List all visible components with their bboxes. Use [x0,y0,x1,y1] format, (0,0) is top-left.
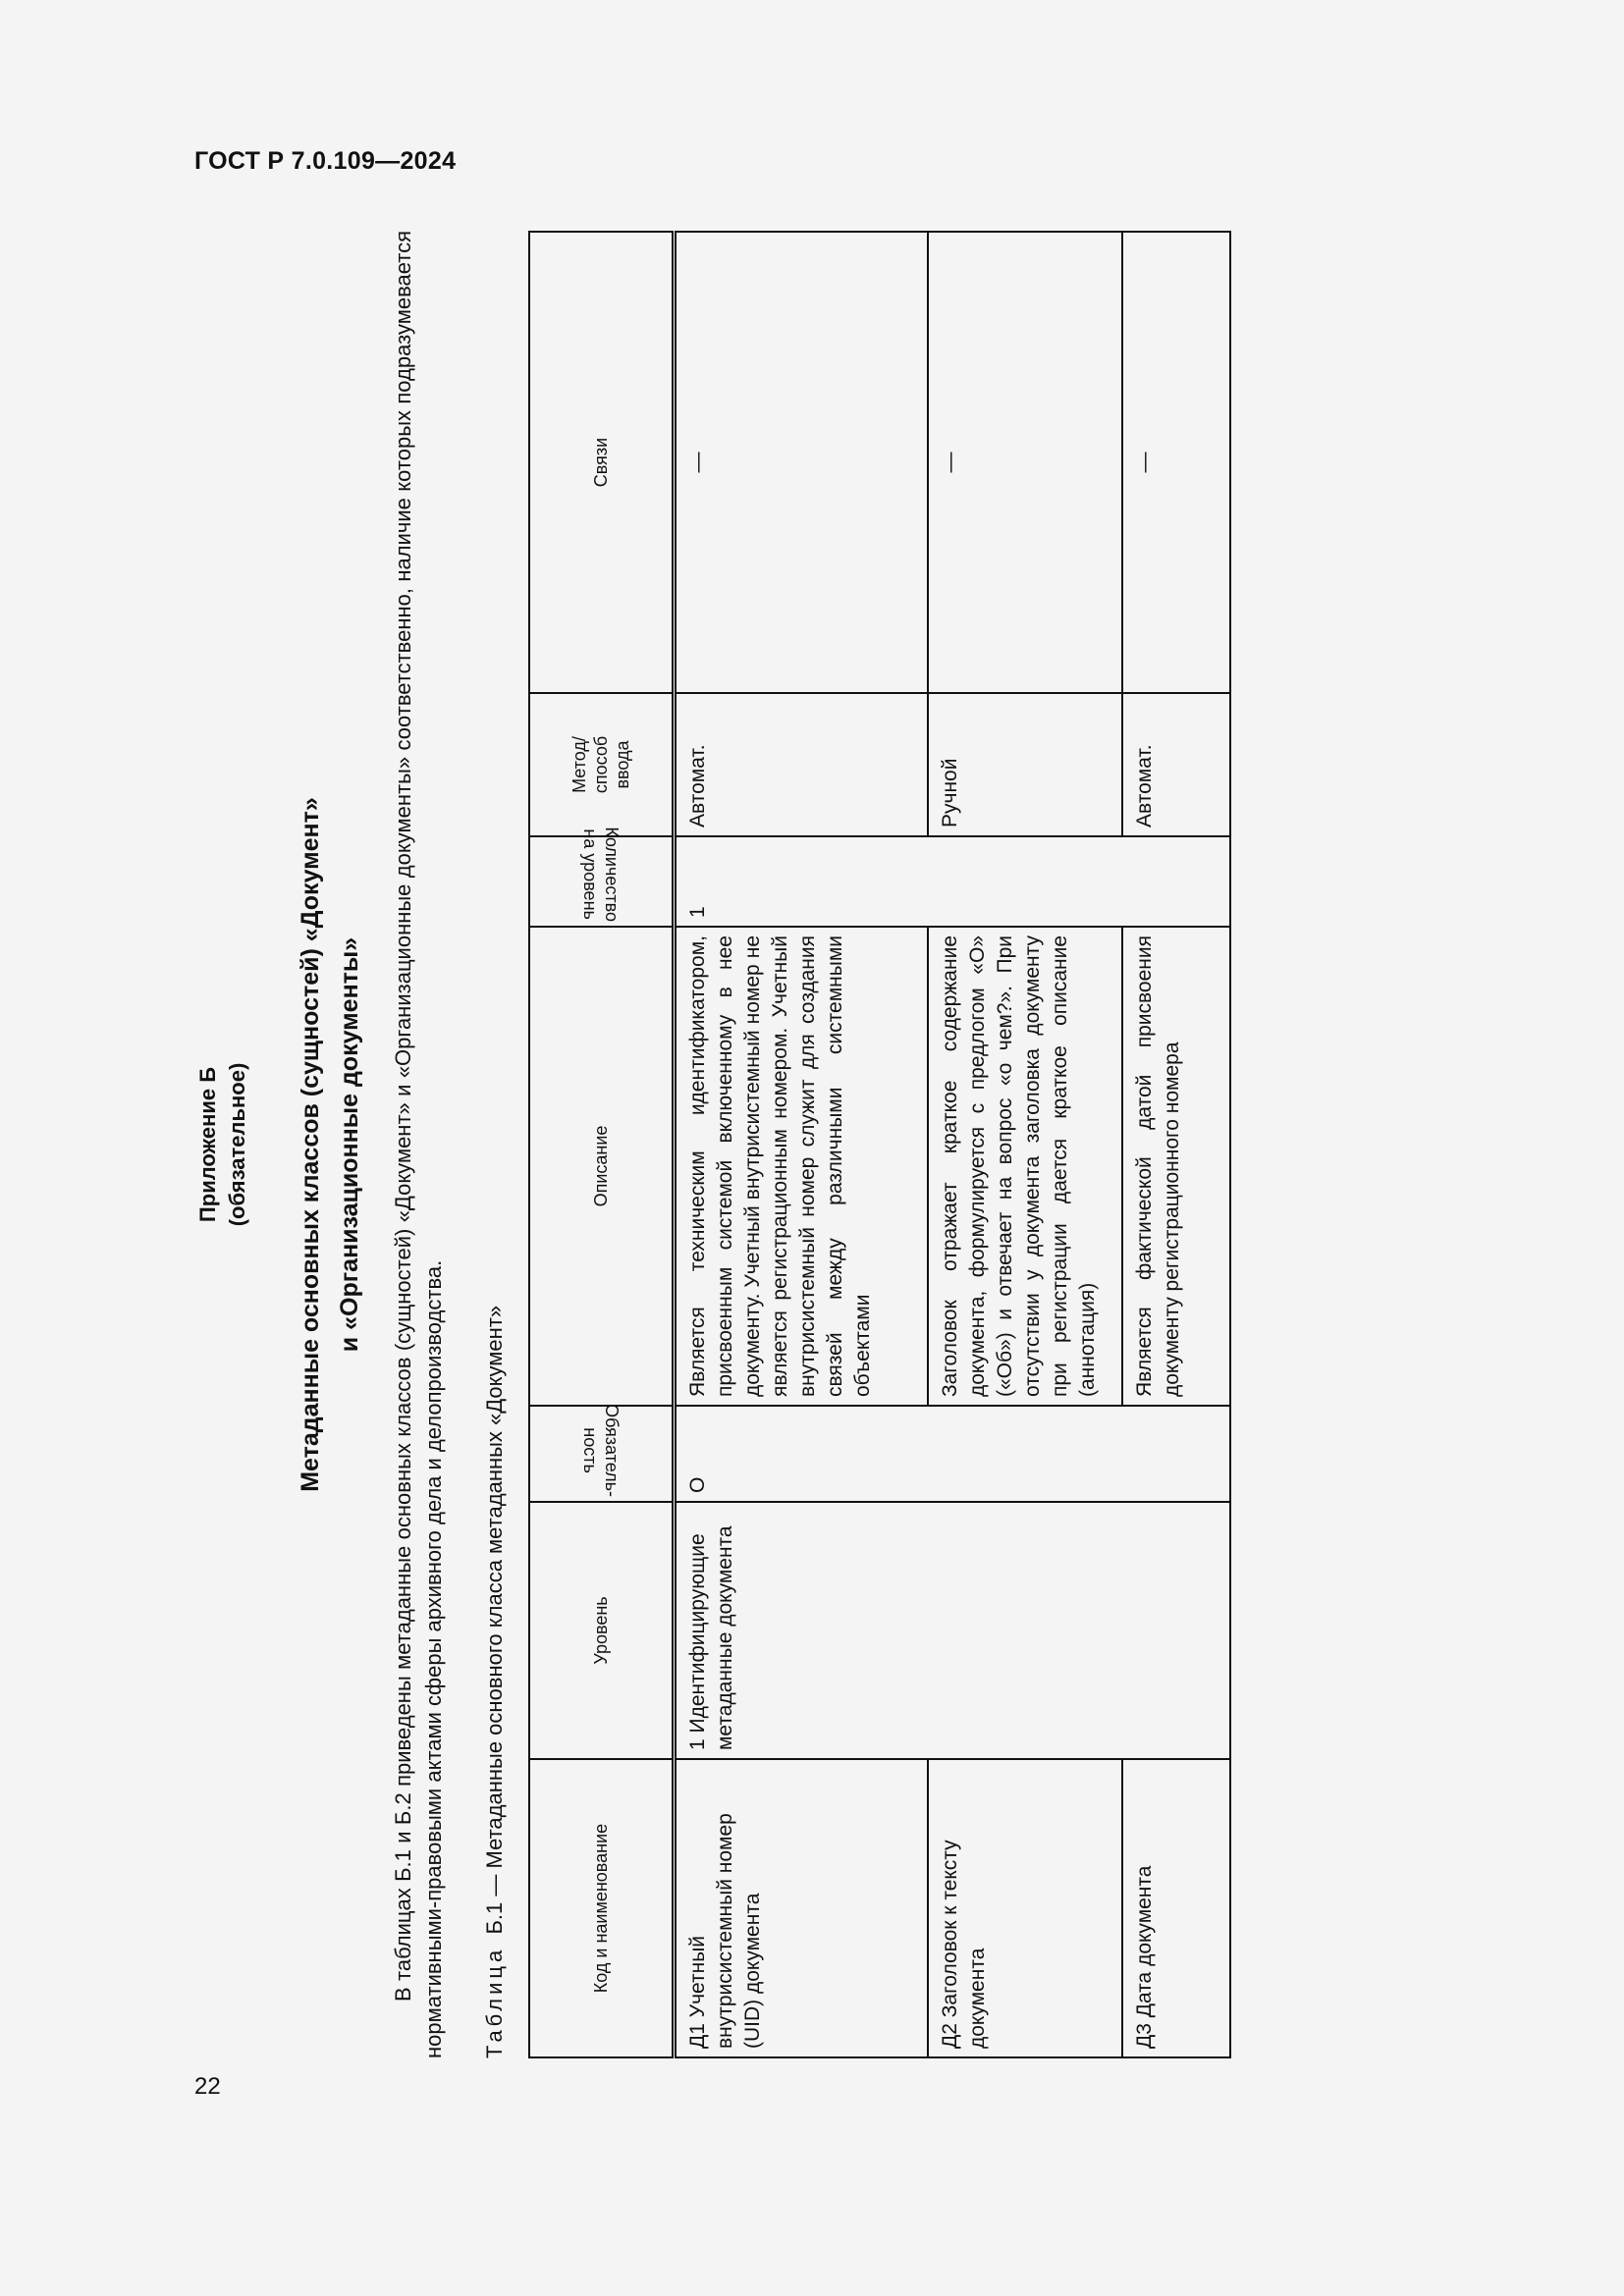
header-count-line-1: Количество [602,827,622,922]
header-count-line-2: на уровень [580,828,600,920]
header-method-line-3: ввода [613,740,632,789]
main-title-line-1: Метаданные основных классов (сущностей) «Документ» [297,797,324,1492]
main-title-line-2: и «Организационные документы» [336,936,363,1353]
row-level: 1 Идентифицирующие метаданные документа [675,1502,1230,1759]
main-title [291,231,369,2058]
row-links: — [928,232,1122,693]
header-count [529,827,675,927]
row-method: Автомат. [675,693,928,836]
header-method-line-1: Метод/ [569,736,589,793]
row-method: Автомат. [1122,693,1230,836]
row-links: — [1122,232,1230,693]
table-caption-text: Б.1 — Метаданные основного класса метаданных «Документ» [482,1305,507,1935]
header-method-line-2: способ [591,735,611,794]
header-obligation-line-1: Обязатель- [602,1404,622,1497]
document-header: ГОСТ Р 7.0.109—2024 [194,147,457,175]
table-caption [480,1306,510,2058]
row-method: Ручной [928,693,1122,836]
header-obligation-text [579,1404,623,1497]
appendix-status: (обязательное) [225,1062,249,1227]
row-code: Д3 Дата документа [1122,1759,1230,2057]
header-description: Описание [529,927,675,1406]
table-row [1122,232,1230,2057]
table-row [675,232,928,2057]
row-description: Заголовок отражает краткое содержание документа, формулируется с предлогом «О» («Об») и отвечает на вопрос «о чем?». При отсутствии у документа заголовка документу при регистрации дается краткое описание (аннотация) [928,927,1122,1406]
row-code: Д2 Заголовок к тексту документа [928,1759,1122,2057]
header-level: Уровень [529,1502,675,1759]
header-links: Связи [529,232,675,693]
row-links: — [675,232,928,693]
header-count-text [579,827,623,922]
appendix-title: Приложение Б [195,1066,220,1223]
row-count: 1 [675,836,1230,927]
header-code: Код и наименование [529,1759,675,2057]
row-obligation: О [675,1406,1230,1502]
table-header-row [529,232,675,2057]
header-obligation [529,1406,675,1502]
table-row [928,232,1122,2057]
row-description: Является фактической датой присвоения документу регистрационного номера [1122,927,1230,1406]
rotated-content [194,231,1245,2058]
intro-paragraph: В таблицах Б.1 и Б.2 приведены метаданные основных классов (сущностей) «Документ» и «Организационные документы» соответственно, наличие которых подразумевается нормативными-правовыми актами сферы архивного дела и делопроизводства. [391,231,446,2058]
header-method [529,693,675,836]
row-code: Д1 Учетный внутрисистемный номер (UID) документа [675,1759,928,2057]
page-number: 22 [194,2073,221,2100]
row-description: Является техническим идентификатором, присвоенным системой включенному в нее документу. Учетный внутрисистемный номер не является регистрационным номером. Учетный внутрисистемный номер служит для создания связей между различными системными объектами [675,927,928,1406]
metadata-table [528,231,1231,2058]
header-obligation-line-2: ность [580,1427,600,1473]
table-caption-word: Таблица [482,1946,507,2058]
